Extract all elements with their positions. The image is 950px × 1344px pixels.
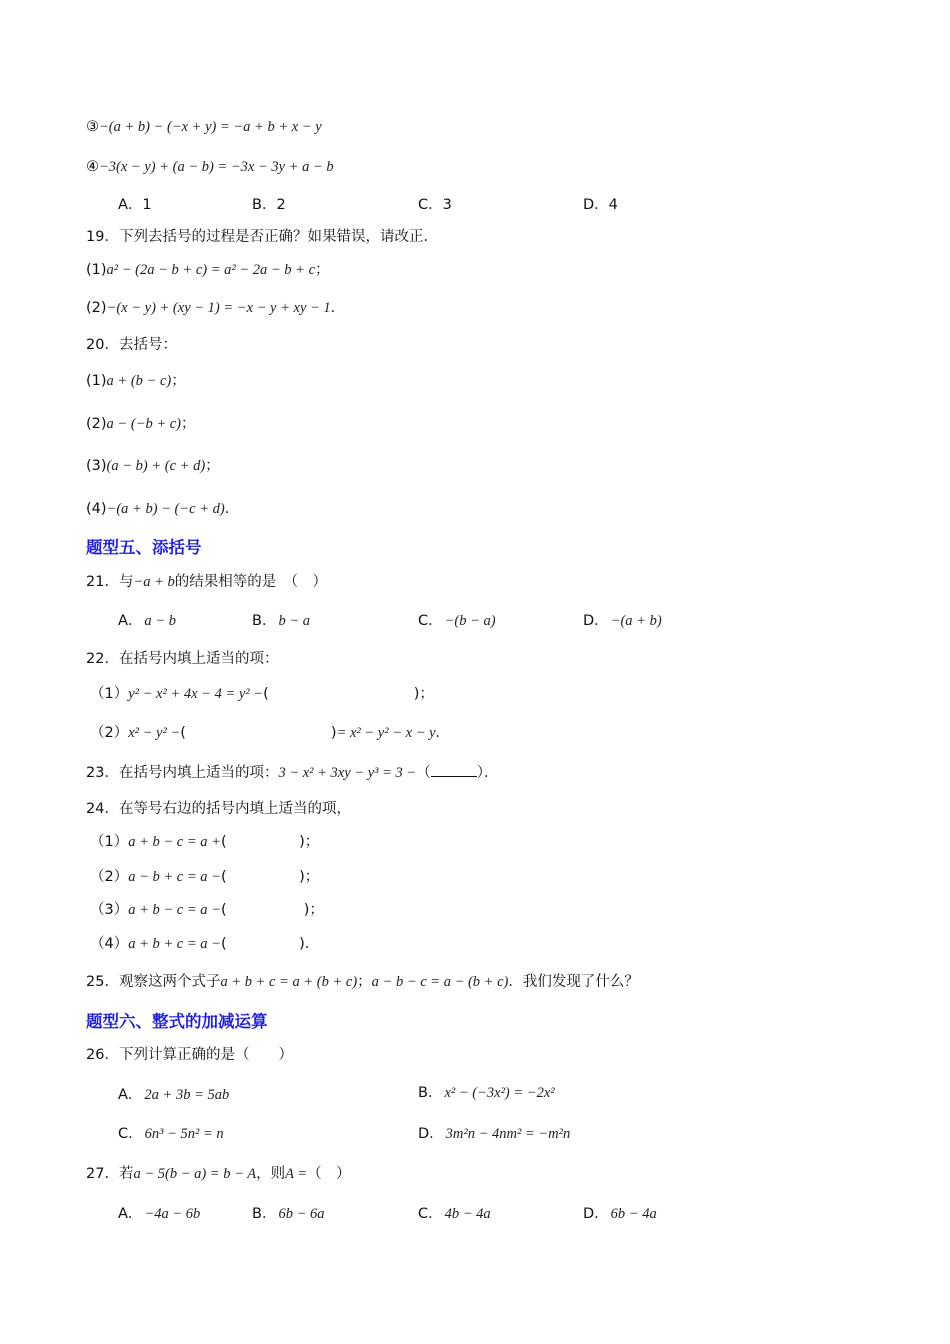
fill-blank: ( ) [180,725,337,741]
item-label: (4) [86,501,107,517]
math-expression: 4b − 4a [444,1206,491,1222]
q21-stem [86,571,327,593]
stem-text: ．我们发现了什么？ [508,974,639,990]
q20-part-1 [86,370,186,392]
item-label: （2） [90,725,129,741]
q21-option-c[interactable] [418,610,498,632]
q27-option-b[interactable] [252,1203,327,1225]
item-label: (1) [86,373,107,389]
q19-part-1 [86,259,330,281]
option-label: D． [583,1206,609,1222]
math-expression: a − b − c = a − (b + c) [371,974,509,990]
punctuation: （ [416,765,431,781]
q18-item-4 [86,156,334,178]
q20-part-3 [86,455,220,477]
q26-stem: 26．下列计算正确的是（ ） [86,1047,293,1063]
option-label: A． [118,1087,143,1103]
q19-stem: 19．下列去括号的过程是否正确？如果错误，请改正． [86,229,438,245]
stem-text: 23．在括号内填上适当的项： [86,765,279,781]
q21-option-b[interactable] [252,610,312,632]
item-label: ④ [86,159,99,175]
option-label: A． [118,1206,143,1222]
punctuation: ． [435,725,451,741]
q26-option-d[interactable] [418,1123,572,1145]
math-expression: a + b − c = a − [128,902,221,918]
q20-part-4 [86,498,239,520]
q21-option-d[interactable] [583,610,664,632]
option-label: C． [118,1126,143,1142]
q27-stem [86,1163,351,1185]
option-label: D． [418,1126,444,1142]
math-expression: a + b + c = a + (b + c) [220,974,358,990]
item-label: (2) [86,416,107,432]
q24-part-3 [90,899,324,921]
math-expression: −a + b [133,574,175,590]
q20-stem: 20．去括号： [86,337,177,353]
q21-option-a[interactable] [118,610,178,632]
fill-blank: ( )； [220,834,320,850]
q22-stem: 22．在括号内填上适当的项： [86,651,279,667]
item-label: (2) [86,300,107,316]
answer-blank[interactable] [431,762,477,777]
math-expression: a − b [144,613,176,629]
item-label: ③ [86,119,99,135]
item-label: (3) [86,458,107,474]
stem-text: 21．与 [86,574,134,590]
fill-blank: ( )． [220,936,320,952]
math-expression: a − 5(b − a) = b − A [133,1166,257,1182]
math-expression: 2a + 3b = 5ab [144,1087,230,1103]
math-expression: −(a + b) [610,613,662,629]
math-expression: b − a [278,613,310,629]
math-expression: −(x − y) + (xy − 1) = −x − y + xy − 1 [106,300,331,316]
q25-stem [86,971,639,993]
q24-part-1 [90,831,319,853]
option-label: D． [583,613,609,629]
option-label: A． [118,613,143,629]
option-label: C． [418,1206,443,1222]
q27-option-d[interactable] [583,1203,659,1225]
punctuation: ． [330,300,346,316]
punctuation: ； [171,373,186,389]
math-expression: 6b − 4a [610,1206,657,1222]
q27-option-a[interactable] [118,1203,202,1225]
math-expression: −(a + b) − (−x + y) = −a + b + x − y [99,119,322,135]
math-expression: a − b + c = a − [128,869,221,885]
q23-stem [86,762,498,784]
section-heading-6: 题型六、整式的加减运算 [86,1012,268,1031]
q18-option-d[interactable]: D．4 [583,197,618,213]
q18-item-3 [86,116,322,138]
option-label: B． [252,613,277,629]
stem-text: ，则 [256,1166,286,1182]
q24-stem: 24．在等号右边的括号内填上适当的项， [86,801,351,817]
option-label: C． [418,613,443,629]
math-expression: a + b − c = a + [128,834,221,850]
section-heading-5: 题型五、添括号 [86,538,202,557]
q24-part-2 [90,866,319,888]
q18-option-c[interactable]: C．3 [418,197,452,213]
item-label: （4） [90,936,129,952]
q26-option-a[interactable] [118,1084,231,1106]
item-label: (1) [86,262,107,278]
math-expression: 3m²n − 4nm² = −m²n [445,1126,571,1142]
stem-text: 的结果相等的是 （ ） [174,574,328,590]
item-label: （1） [90,686,129,702]
punctuation: ． [224,501,240,517]
math-expression: a − (−b + c) [106,416,181,432]
math-expression: (a − b) + (c + d) [106,458,206,474]
math-expression: 6n³ − 5n² = n [144,1126,224,1142]
math-expression: −3(x − y) + (a − b) = −3x − 3y + a − b [99,159,334,175]
punctuation: ）． [476,765,499,781]
math-expression: 6b − 6a [278,1206,325,1222]
punctuation: ； [357,974,372,990]
math-expression: x² − (−3x²) = −2x² [444,1085,555,1101]
q22-part-1 [90,683,434,705]
option-label: B． [252,1206,277,1222]
math-expression: = x² − y² − x − y [336,725,436,741]
q18-option-b[interactable]: B．2 [252,197,286,213]
punctuation: ； [181,416,196,432]
q27-option-c[interactable] [418,1203,493,1225]
fill-blank: ( )； [220,902,324,918]
math-expression: A = [285,1166,308,1182]
math-expression: −4a − 6b [144,1206,201,1222]
q22-part-2 [90,722,450,744]
math-expression: a + b + c = a − [128,936,221,952]
item-label: （3） [90,902,129,918]
math-expression: 3 − x² + 3xy − y³ = 3 − [278,765,417,781]
math-expression: −(a + b) − (−c + d) [106,501,225,517]
item-label: （1） [90,834,129,850]
option-label: B． [418,1085,443,1101]
item-label: （2） [90,869,129,885]
q26-option-c[interactable] [118,1123,226,1145]
punctuation: ； [205,458,220,474]
q24-part-4 [90,933,319,955]
fill-blank: ( )； [220,869,320,885]
fill-blank: ( )； [263,686,434,702]
stem-text: （ ） [307,1166,351,1182]
stem-text: 27．若 [86,1166,134,1182]
punctuation: ； [315,262,330,278]
q18-option-a[interactable]: A．1 [118,197,152,213]
math-expression: a² − (2a − b + c) = a² − 2a − b + c [106,262,316,278]
stem-text: 25．观察这两个式子 [86,974,221,990]
q26-option-b[interactable] [418,1082,557,1104]
math-expression: a + (b − c) [106,373,172,389]
math-expression: −(b − a) [444,613,496,629]
math-expression: x² − y² − [128,725,181,741]
math-expression: y² − x² + 4x − 4 = y² − [128,686,264,702]
q20-part-2 [86,413,196,435]
q19-part-2 [86,297,345,319]
